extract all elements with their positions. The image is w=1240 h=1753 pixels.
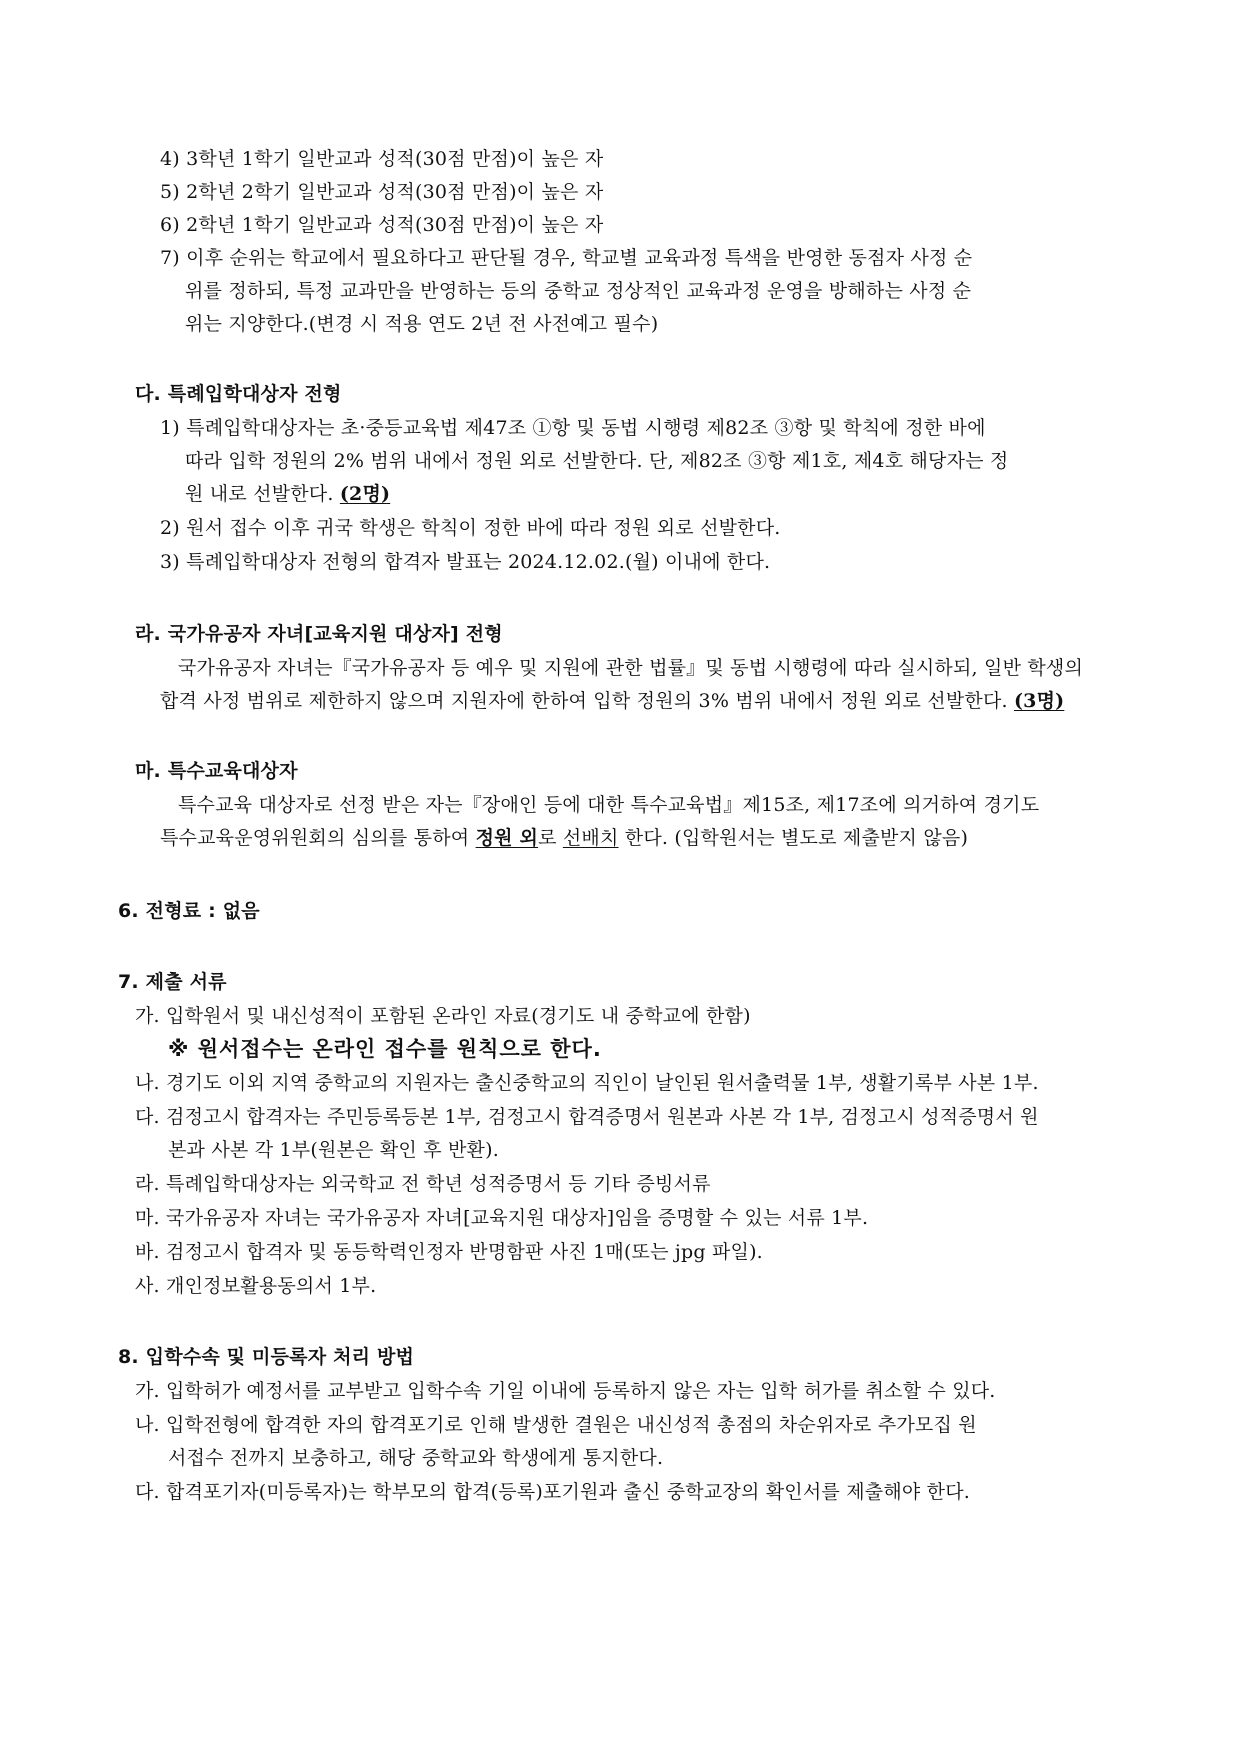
section-8-item-da: 다. 합격포기자(미등록자)는 학부모의 합격(등록)포기원과 출신 중학교장의 확인서를 제출해야 한다. <box>135 1481 971 1503</box>
section-7-item-ba: 바. 검정고시 합격자 및 동등학력인정자 반명함판 사진 1매(또는 jpg 파일). <box>135 1241 763 1263</box>
section-7-item-da-line-2: 본과 사본 각 1부(원본은 확인 후 반환). <box>168 1139 499 1161</box>
section-da-quota: (2명) <box>339 483 391 505</box>
section-8-item-na-line-2: 서접수 전까지 보충하고, 해당 중학교와 학생에게 통지한다. <box>168 1447 664 1469</box>
section-7-item-ma: 마. 국가유공자 자녀는 국가유공자 자녀[교육지원 대상자]임을 증명할 수 있는 서류 1부. <box>135 1207 869 1229</box>
section-7-note: ※ 원서접수는 온라인 접수를 원칙으로 한다. <box>168 1037 602 1061</box>
section-da-item-1-line-3-text: 원 내로 선발한다. <box>185 483 340 505</box>
section-ra-line-2-text: 합격 사정 범위로 제한하지 않으며 지원자에 한하여 입학 정원의 3% 범위 내에서 정원 외로 선발한다. <box>160 690 1014 712</box>
section-7-heading: 7. 제출 서류 <box>118 971 227 993</box>
section-ma-line-2 <box>160 824 968 852</box>
section-ra-heading: 라. 국가유공자 자녀[교육지원 대상자] 전형 <box>135 623 503 645</box>
section-da-item-2: 2) 원서 접수 이후 귀국 학생은 학칙이 정한 바에 따라 정원 외로 선발한다. <box>160 517 781 539</box>
section-ma-heading: 마. 특수교육대상자 <box>135 760 298 782</box>
section-ra-quota: (3명) <box>1013 690 1065 712</box>
section-ra-line-1: 국가유공자 자녀는『국가유공자 등 예우 및 지원에 관한 법률』및 동법 시행령에 따라 실시하되, 일반 학생의 <box>178 657 1084 679</box>
tiebreak-item-7-line-3: 위는 지양한다.(변경 시 적용 연도 2년 전 사전예고 필수) <box>185 313 659 335</box>
section-da-item-1-line-1: 1) 특례입학대상자는 초·중등교육법 제47조 ①항 및 동법 시행령 제82조 ③항 및 학칙에 정한 바에 <box>160 417 986 439</box>
section-ma-line-2-a: 특수교육운영위원회의 심의를 통하여 <box>160 827 476 849</box>
section-7-item-sa: 사. 개인정보활용동의서 1부. <box>135 1275 377 1297</box>
tiebreak-item-5: 5) 2학년 2학기 일반교과 성적(30점 만점)이 높은 자 <box>160 181 604 203</box>
section-7-item-ga: 가. 입학원서 및 내신성적이 포함된 온라인 자료(경기도 내 중학교에 한함) <box>135 1005 751 1027</box>
section-ma-line-2-c: 로 <box>538 827 563 849</box>
section-7-item-ra: 라. 특례입학대상자는 외국학교 전 학년 성적증명서 등 기타 증빙서류 <box>135 1173 711 1195</box>
section-8-item-ga: 가. 입학허가 예정서를 교부받고 입학수속 기일 이내에 등록하지 않은 자는 입학 허가를 취소할 수 있다. <box>135 1380 996 1402</box>
tiebreak-item-4: 4) 3학년 1학기 일반교과 성적(30점 만점)이 높은 자 <box>160 148 604 170</box>
section-7-item-na: 나. 경기도 이외 지역 중학교의 지원자는 출신중학교의 직인이 날인된 원서출력물 1부, 생활기록부 사본 1부. <box>135 1072 1039 1094</box>
section-ma-line-1: 특수교육 대상자로 선정 받은 자는『장애인 등에 대한 특수교육법』제15조, 제17조에 의거하여 경기도 <box>178 794 1040 816</box>
section-ma-line-2-e: 한다. (입학원서는 별도로 제출받지 않음) <box>618 827 969 849</box>
section-da-heading: 다. 특례입학대상자 전형 <box>135 383 342 405</box>
section-ra-line-2 <box>160 687 1064 715</box>
section-da-item-1-line-3 <box>185 480 390 508</box>
tiebreak-item-7-line-1: 7) 이후 순위는 학교에서 필요하다고 판단될 경우, 학교별 교육과정 특색을 반영한 동점자 사정 순 <box>160 247 973 269</box>
section-da-item-1-line-2: 따라 입학 정원의 2% 범위 내에서 정원 외로 선발한다. 단, 제82조 ③항 제1호, 제4호 해당자는 정 <box>185 450 1009 472</box>
section-da-item-3: 3) 특례입학대상자 전형의 합격자 발표는 2024.12.02.(월) 이내에 한다. <box>160 551 771 573</box>
section-ma-placement: 선배치 <box>562 827 619 849</box>
tiebreak-item-6: 6) 2학년 1학기 일반교과 성적(30점 만점)이 높은 자 <box>160 214 604 236</box>
section-8-item-na-line-1: 나. 입학전형에 합격한 자의 합격포기로 인해 발생한 결원은 내신성적 총점의 차순위자로 추가모집 원 <box>135 1414 977 1436</box>
section-ma-outside-quota: 정원 외 <box>475 827 539 849</box>
section-7-item-da-line-1: 다. 검정고시 합격자는 주민등록등본 1부, 검정고시 합격증명서 원본과 사본 각 1부, 검정고시 성적증명서 원 <box>135 1106 1039 1128</box>
tiebreak-item-7-line-2: 위를 정하되, 특정 교과만을 반영하는 등의 중학교 정상적인 교육과정 운영을 방해하는 사정 순 <box>185 280 972 302</box>
section-6-heading: 6. 전형료 : 없음 <box>118 900 260 922</box>
section-8-heading: 8. 입학수속 및 미등록자 처리 방법 <box>118 1346 415 1368</box>
